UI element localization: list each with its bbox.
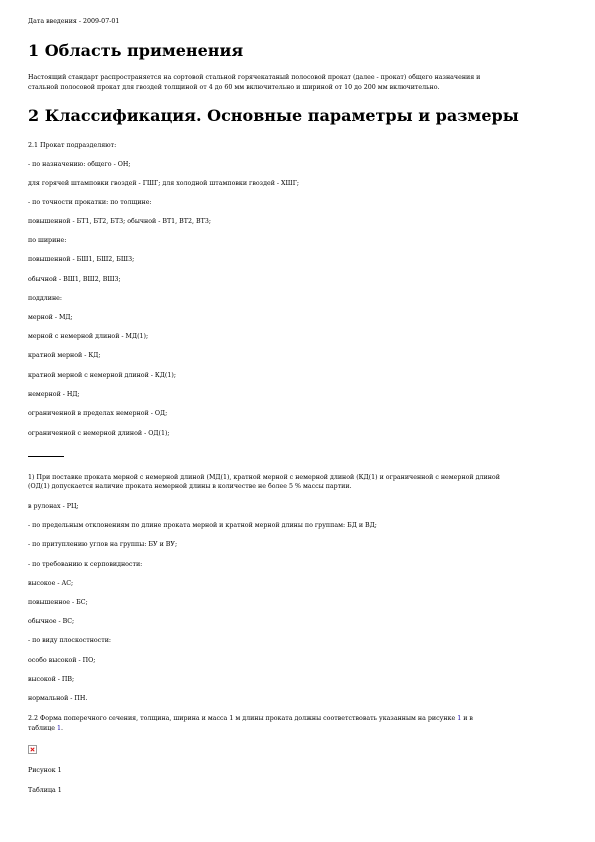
classification-line: повышенной - БТ1, БТ2, БТ3; обычной - ВТ1, ВТ2, ВТ3;: [28, 218, 211, 225]
section2-heading: 2 Классификация. Основные параметры и размеры: [28, 106, 519, 125]
broken-image-icon: [28, 745, 37, 754]
classification-line: немерной - НД;: [28, 391, 80, 398]
classification-line: - по требованию к серповидности:: [28, 561, 143, 568]
classification-line: нормальной - ПН.: [28, 695, 88, 702]
classification-line: особо высокой - ПО;: [28, 657, 96, 664]
classification-line: высокое - АС;: [28, 580, 74, 587]
footnote-line2: (ОД(1) допускается наличие проката немерной длины в количестве не более 5 % массы партии.: [28, 483, 352, 490]
figure-1-link[interactable]: 1: [457, 715, 462, 722]
classification-line: обычной - ВШ1, ВШ2, ВШ3;: [28, 276, 121, 283]
classification-line: - по назначению: общего - ОН;: [28, 161, 131, 168]
classification-line: обычное - ВС;: [28, 618, 75, 625]
footnote-line1: 1) При поставке проката мерной с немерной длиной (МД(1), кратной мерной с немерной длиной (КД(1) и ограниченной с немерной длиной: [28, 474, 500, 481]
date-line: Дата введения - 2009-07-01: [28, 18, 120, 25]
classification-line: кратной мерной с немерной длиной - КД(1);: [28, 372, 176, 379]
section1-heading: 1 Область применения: [28, 41, 244, 60]
classification-line: 2.1 Прокат подразделяют:: [28, 142, 117, 149]
p22-text: 2.2 Форма поперечного сечения, толщина, ширина и масса 1 м длины проката должны соответствовать указанным на рисунке: [28, 715, 458, 722]
classification-line: - по притуплению углов на группы: БУ и ВУ;: [28, 541, 178, 548]
classification-line: по ширине:: [28, 237, 67, 244]
classification-line: мерной - МД;: [28, 314, 73, 321]
classification-line: высокой - ПВ;: [28, 676, 75, 683]
classification-line: ограниченной в пределах немерной - ОД;: [28, 410, 168, 417]
classification-line: повышенное - БС;: [28, 599, 88, 606]
classification-line: поддлине:: [28, 295, 62, 302]
classification-line: мерной с немерной длиной - МД(1);: [28, 333, 149, 340]
classification-line: кратной мерной - КД;: [28, 352, 101, 359]
paragraph-2-2-line2: [28, 724, 63, 733]
classification-line: ограниченной с немерной длиной - ОД(1);: [28, 430, 170, 437]
section1-paragraph-line2: стальной полосовой прокат для гвоздей толщиной от 4 до 60 мм включительно и шириной от 10 до 200 мм включительно.: [28, 84, 440, 91]
figure-caption: Рисунок 1: [28, 767, 62, 774]
p22-text: таблице: [28, 725, 58, 732]
classification-line: в рулонах - РЦ;: [28, 503, 79, 510]
classification-line: для горячей штамповки гвоздей - ГШГ; для холодной штамповки гвоздей - ХШГ;: [28, 180, 300, 187]
classification-line: - по виду плоскостности:: [28, 637, 112, 644]
section1-paragraph-line1: Настоящий стандарт распространяется на сортовой стальной горячекатаный полосовой прокат (далее - прокат) общего назначения и: [28, 74, 481, 81]
paragraph-2-2-line1: [28, 714, 473, 723]
p22-text: и в: [461, 715, 473, 722]
p22-text: .: [61, 725, 64, 732]
footnote-separator: [28, 456, 64, 457]
table-1-link[interactable]: 1: [57, 725, 62, 732]
classification-line: - по предельным отклонениям по длине проката мерной и кратной мерной длины по группам: БД и ВД;: [28, 522, 377, 529]
classification-line: повышенной - БШ1, БШ2, БШ3;: [28, 256, 135, 263]
classification-line: - по точности прокатки: по толщине:: [28, 199, 152, 206]
table-caption: Таблица 1: [28, 787, 62, 794]
